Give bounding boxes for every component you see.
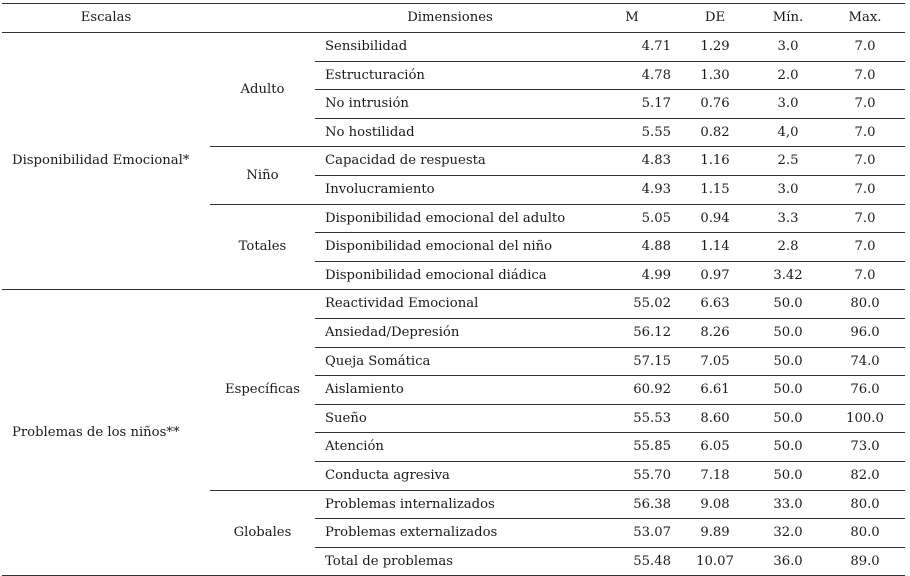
sd-value: 1.30	[679, 61, 751, 90]
subscale-name: Globales	[210, 490, 315, 576]
sd-value: 0.97	[679, 261, 751, 290]
max-value: 7.0	[825, 147, 905, 176]
mean-value: 55.48	[585, 547, 679, 576]
max-value: 82.0	[825, 461, 905, 490]
max-value: 7.0	[825, 61, 905, 90]
min-value: 3.0	[751, 33, 825, 62]
max-value: 74.0	[825, 347, 905, 376]
mean-value: 60.92	[585, 376, 679, 405]
header-subscale	[210, 4, 315, 33]
max-value: 73.0	[825, 433, 905, 462]
min-value: 2.5	[751, 147, 825, 176]
mean-value: 4.88	[585, 233, 679, 262]
mean-value: 53.07	[585, 519, 679, 548]
sd-value: 9.89	[679, 519, 751, 548]
dimension-name: Disponibilidad emocional diádica	[315, 261, 585, 290]
mean-value: 4.78	[585, 61, 679, 90]
max-value: 89.0	[825, 547, 905, 576]
mean-value: 4.99	[585, 261, 679, 290]
max-value: 7.0	[825, 118, 905, 147]
mean-value: 4.71	[585, 33, 679, 62]
min-value: 3.42	[751, 261, 825, 290]
max-value: 7.0	[825, 175, 905, 204]
sd-value: 1.15	[679, 175, 751, 204]
sd-value: 6.63	[679, 290, 751, 319]
min-value: 4,0	[751, 118, 825, 147]
sd-value: 8.60	[679, 404, 751, 433]
max-value: 7.0	[825, 261, 905, 290]
max-value: 7.0	[825, 204, 905, 233]
dimension-name: Ansiedad/Depresión	[315, 318, 585, 347]
sd-value: 0.94	[679, 204, 751, 233]
subscale-name: Niño	[210, 147, 315, 204]
dimension-name: Disponibilidad emocional del adulto	[315, 204, 585, 233]
max-value: 100.0	[825, 404, 905, 433]
max-value: 80.0	[825, 290, 905, 319]
min-value: 2.8	[751, 233, 825, 262]
subscale-name: Específicas	[210, 290, 315, 490]
sd-value: 0.76	[679, 90, 751, 119]
scale-name: Disponibilidad Emocional*	[2, 33, 210, 290]
sd-value: 0.82	[679, 118, 751, 147]
sd-value: 6.61	[679, 376, 751, 405]
sd-value: 7.18	[679, 461, 751, 490]
min-value: 32.0	[751, 519, 825, 548]
mean-value: 5.05	[585, 204, 679, 233]
max-value: 7.0	[825, 233, 905, 262]
min-value: 3.0	[751, 175, 825, 204]
dimension-name: Reactividad Emocional	[315, 290, 585, 319]
dimension-name: Capacidad de respuesta	[315, 147, 585, 176]
sd-value: 1.14	[679, 233, 751, 262]
subscale-name: Totales	[210, 204, 315, 290]
header-row	[2, 4, 905, 33]
sd-value: 1.29	[679, 33, 751, 62]
dimension-name: No intrusión	[315, 90, 585, 119]
dimension-name: Sensibilidad	[315, 33, 585, 62]
mean-value: 4.83	[585, 147, 679, 176]
sd-value: 9.08	[679, 490, 751, 519]
max-value: 7.0	[825, 33, 905, 62]
table-row	[2, 290, 905, 319]
mean-value: 5.55	[585, 118, 679, 147]
mean-value: 55.85	[585, 433, 679, 462]
max-value: 7.0	[825, 90, 905, 119]
header-m: M	[585, 4, 679, 33]
dimension-name: No hostilidad	[315, 118, 585, 147]
table-header	[2, 4, 905, 33]
max-value: 80.0	[825, 519, 905, 548]
dimension-name: Problemas externalizados	[315, 519, 585, 548]
mean-value: 57.15	[585, 347, 679, 376]
dimension-name: Involucramiento	[315, 175, 585, 204]
min-value: 50.0	[751, 347, 825, 376]
dimension-name: Aislamiento	[315, 376, 585, 405]
header-de: DE	[679, 4, 751, 33]
dimension-name: Disponibilidad emocional del niño	[315, 233, 585, 262]
table-body	[2, 33, 905, 576]
min-value: 50.0	[751, 461, 825, 490]
scale-name: Problemas de los niños**	[2, 290, 210, 576]
mean-value: 55.53	[585, 404, 679, 433]
header-escalas: Escalas	[2, 4, 210, 33]
max-value: 96.0	[825, 318, 905, 347]
header-min: Mín.	[751, 4, 825, 33]
table-row	[2, 33, 905, 62]
dimension-name: Atención	[315, 433, 585, 462]
max-value: 80.0	[825, 490, 905, 519]
min-value: 2.0	[751, 61, 825, 90]
mean-value: 55.02	[585, 290, 679, 319]
descriptive-stats-table	[2, 3, 905, 576]
min-value: 50.0	[751, 433, 825, 462]
sd-value: 10.07	[679, 547, 751, 576]
sd-value: 1.16	[679, 147, 751, 176]
dimension-name: Sueño	[315, 404, 585, 433]
mean-value: 56.38	[585, 490, 679, 519]
mean-value: 5.17	[585, 90, 679, 119]
sd-value: 6.05	[679, 433, 751, 462]
dimension-name: Total de problemas	[315, 547, 585, 576]
min-value: 33.0	[751, 490, 825, 519]
max-value: 76.0	[825, 376, 905, 405]
dimension-name: Estructuración	[315, 61, 585, 90]
header-max: Max.	[825, 4, 905, 33]
min-value: 3.3	[751, 204, 825, 233]
sd-value: 7.05	[679, 347, 751, 376]
header-dimensiones: Dimensiones	[315, 4, 585, 33]
min-value: 36.0	[751, 547, 825, 576]
min-value: 3.0	[751, 90, 825, 119]
dimension-name: Problemas internalizados	[315, 490, 585, 519]
mean-value: 55.70	[585, 461, 679, 490]
dimension-name: Queja Somática	[315, 347, 585, 376]
min-value: 50.0	[751, 376, 825, 405]
sd-value: 8.26	[679, 318, 751, 347]
min-value: 50.0	[751, 290, 825, 319]
subscale-name: Adulto	[210, 33, 315, 147]
dimension-name: Conducta agresiva	[315, 461, 585, 490]
mean-value: 56.12	[585, 318, 679, 347]
min-value: 50.0	[751, 404, 825, 433]
mean-value: 4.93	[585, 175, 679, 204]
min-value: 50.0	[751, 318, 825, 347]
